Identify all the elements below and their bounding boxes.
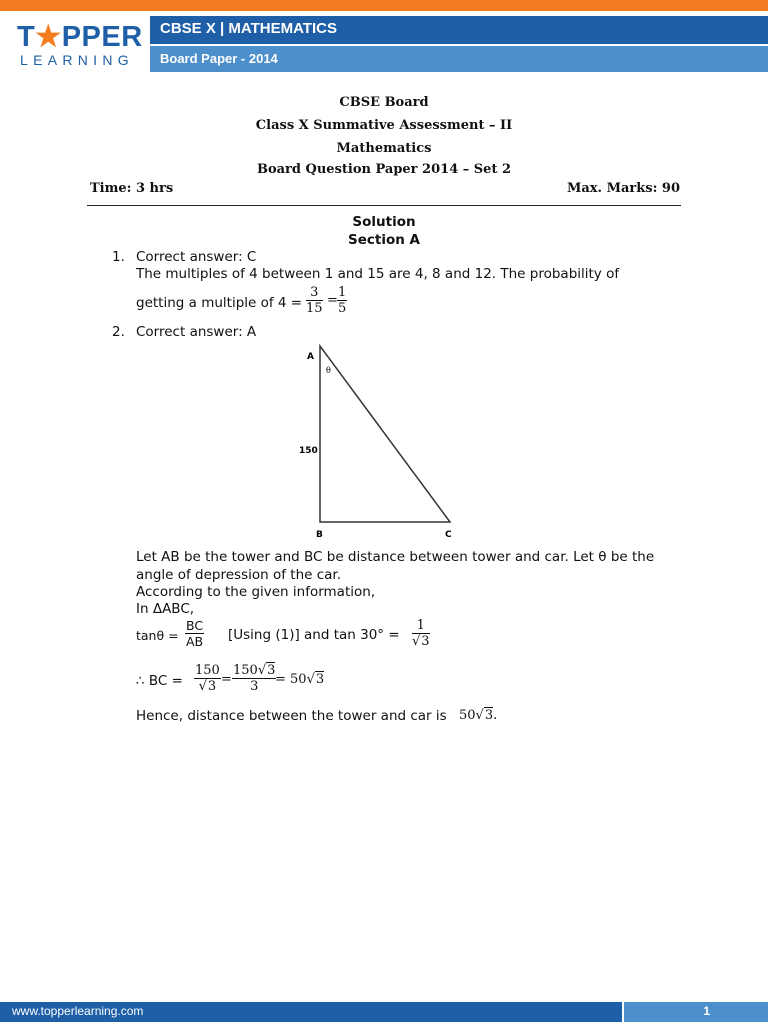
tan-30-fraction: $\frac{1}{√3}$ bbox=[412, 618, 430, 649]
hence-value: 50√3. bbox=[459, 708, 498, 723]
q2-line-4: In ΔABC, bbox=[136, 601, 195, 617]
tan-theta-fraction: $\frac{BC}{AB}$ bbox=[185, 618, 204, 649]
q1-answer: Correct answer: C bbox=[136, 249, 257, 265]
q1-equals: = bbox=[327, 293, 338, 308]
q1-fraction-1: $\frac{3}{15}$ bbox=[306, 285, 323, 316]
max-marks-label: Max. Marks: 90 bbox=[566, 181, 680, 196]
website-link[interactable]: www.topperlearning.com bbox=[12, 1004, 144, 1018]
logo-wordmark: T★PPER bbox=[17, 21, 143, 53]
star-icon: ★ bbox=[35, 21, 62, 53]
title-line-4: Board Question Paper 2014 – Set 2 bbox=[256, 162, 512, 177]
q2-line-2: angle of depression of the car. bbox=[136, 567, 342, 583]
q1-fraction-2: $\frac{1}{5}$ bbox=[338, 285, 347, 316]
q1-text: The multiples of 4 between 1 and 15 are 4, 8 and 12. The probability of bbox=[136, 266, 620, 282]
q1-number: 1. bbox=[112, 249, 125, 265]
q2-number: 2. bbox=[112, 324, 125, 340]
solution-heading: Solution bbox=[352, 214, 416, 230]
triangle-diagram bbox=[290, 340, 470, 545]
triangle-abc bbox=[320, 346, 450, 522]
footer-bar bbox=[0, 1002, 768, 1022]
page-number: 1 bbox=[703, 1004, 710, 1018]
paper-banner bbox=[150, 46, 768, 72]
q2-answer: Correct answer: A bbox=[136, 324, 257, 340]
q1-text-2: getting a multiple of 4 = bbox=[136, 295, 303, 311]
subject-label: CBSE X | MATHEMATICS bbox=[160, 20, 337, 37]
time-label: Time: 3 hrs bbox=[90, 181, 174, 196]
title-line-1: CBSE Board bbox=[339, 95, 429, 110]
bc-fraction-1: $\frac{150}{√3}$ bbox=[195, 663, 220, 694]
top-accent-bar bbox=[0, 0, 768, 11]
divider bbox=[87, 205, 681, 206]
subject-banner bbox=[150, 16, 768, 44]
section-heading: Section A bbox=[348, 232, 420, 248]
angle-theta-label: θ bbox=[326, 366, 331, 375]
title-line-2: Class X Summative Assessment – II bbox=[255, 118, 513, 133]
hence-text: Hence, distance between the tower and car is bbox=[136, 708, 447, 724]
q2-line-3: According to the given information, bbox=[136, 584, 376, 600]
vertex-a-label: A bbox=[307, 352, 314, 362]
bc-result: = 50√3 bbox=[275, 672, 325, 687]
bc-fraction-2: $\frac{150√3}{3}$ bbox=[233, 663, 276, 694]
topper-learning-logo[interactable] bbox=[17, 20, 143, 70]
vertex-c-label: C bbox=[445, 530, 452, 540]
page-number-box bbox=[622, 1002, 768, 1022]
tan-theta-lhs: tanθ = bbox=[136, 628, 179, 643]
paper-label: Board Paper - 2014 bbox=[160, 51, 278, 66]
logo-subtitle: LEARNING bbox=[20, 52, 134, 68]
bc-equals: = bbox=[221, 672, 232, 687]
title-line-3: Mathematics bbox=[336, 141, 432, 156]
using-text: [Using (1)] and tan 30° = bbox=[228, 627, 400, 643]
side-ab-label: 150 bbox=[299, 446, 318, 456]
q2-line-1: Let AB be the tower and BC be distance between tower and car. Let θ be the bbox=[136, 549, 655, 565]
therefore-bc: ∴ BC = bbox=[136, 673, 183, 689]
vertex-b-label: B bbox=[316, 530, 323, 540]
